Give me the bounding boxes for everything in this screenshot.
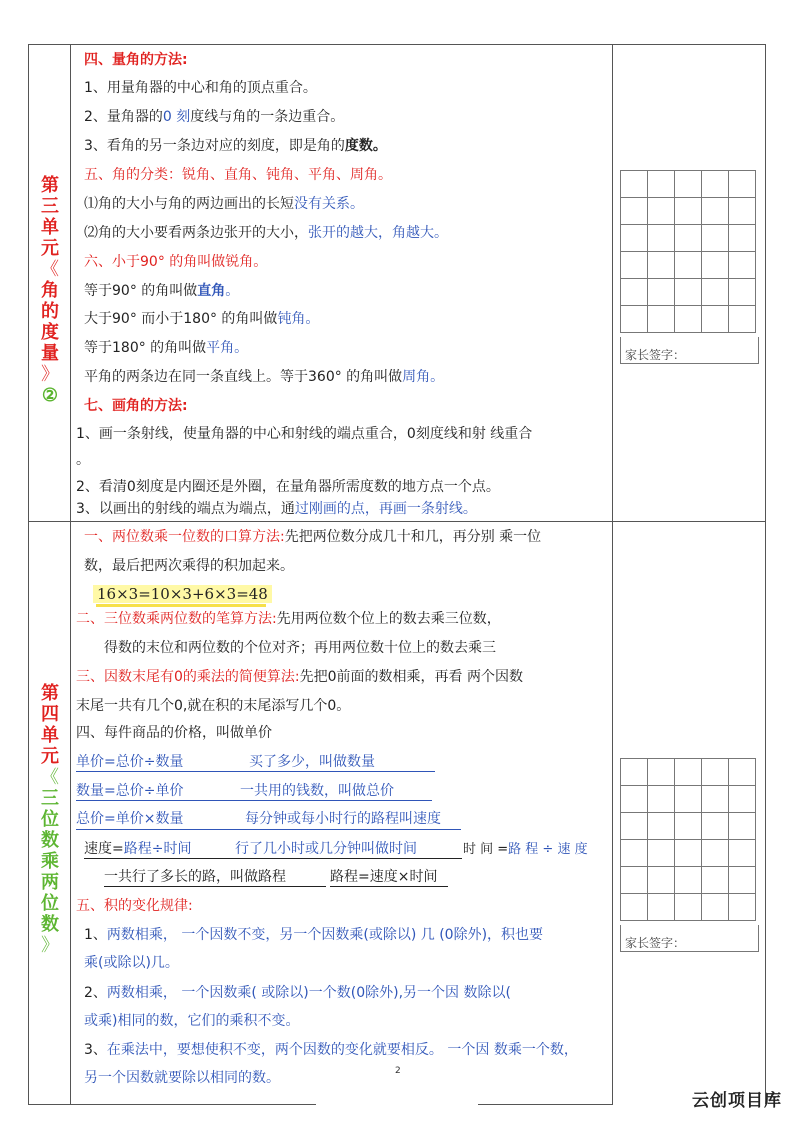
page-number: 2 bbox=[395, 1066, 401, 1076]
unit3-sub-char: 量 bbox=[41, 343, 59, 364]
text: 1、 bbox=[84, 927, 107, 943]
text: 度数。 bbox=[344, 138, 387, 154]
text: 在乘法中，要想使积不变，两个因数的变化就要相反。 一个因 数乘一个数， bbox=[106, 1042, 578, 1058]
def-speed: 每分钟或每小时行的路程叫速度 bbox=[245, 811, 441, 827]
unit4-sub-char: 数 bbox=[41, 914, 59, 935]
u4-s5-title: 五、积的变化规律: bbox=[76, 898, 193, 914]
text: 2、 bbox=[84, 985, 107, 1001]
text: 二、三位数乘两位数的笔算方法: bbox=[76, 611, 277, 627]
unit4-char: 第 bbox=[41, 683, 59, 704]
u4-s3-line2: 末尾一共有几个0,就在积的末尾添写几个0。 bbox=[76, 698, 351, 714]
u4-s5-1-line2: 乘(或除以)几。 bbox=[84, 955, 179, 971]
formula-quantity: 数量=总价÷单价 bbox=[76, 783, 184, 799]
unit4-sub-char: 数 bbox=[41, 830, 59, 851]
sec6-title: 六、小于90° 的角叫做锐角。 bbox=[84, 254, 268, 270]
text: 一、两位数乘一位数的口算方法: bbox=[84, 529, 285, 545]
text: 0 刻 bbox=[162, 109, 191, 125]
text: 钝角。 bbox=[277, 311, 320, 327]
text: 等于90° 的角叫做 bbox=[84, 283, 198, 299]
u4-s2-line1 bbox=[76, 609, 501, 629]
formula-total: 总价=单价×数量 bbox=[76, 811, 184, 827]
text: ⑴角的大小与角的两边画出的长短 bbox=[84, 196, 294, 212]
unit4-sub-char: 两 bbox=[41, 872, 59, 893]
sec7-title: 七、画角的方法: bbox=[84, 398, 188, 414]
unit3-sub-char: 角 bbox=[41, 280, 59, 301]
sec7-line3 bbox=[76, 499, 477, 519]
unit3-sub-char: 《 bbox=[41, 259, 59, 280]
text: 平角。 bbox=[206, 340, 249, 356]
formula-speed bbox=[84, 839, 191, 859]
sec4-line1: 1、用量角器的中心和角的顶点重合。 bbox=[84, 80, 317, 96]
text: 没有关系。 bbox=[294, 196, 364, 212]
unit4-sub-char: 三 bbox=[41, 788, 59, 809]
text: 。 bbox=[225, 283, 240, 299]
col-divider-1 bbox=[70, 44, 71, 1104]
text: 3、以画出的射线的端点为端点，通 bbox=[76, 501, 295, 517]
col-divider-right bbox=[765, 44, 766, 1104]
bottom-line-right bbox=[478, 1104, 613, 1105]
formula-distance: 路程=速度×时间 bbox=[330, 869, 438, 885]
text: 过刚画的点，再画一条射线。 bbox=[294, 501, 477, 517]
unit3-char: 单 bbox=[41, 217, 59, 238]
unit3-sub-char: 的 bbox=[41, 301, 59, 322]
unit3-stroke-grid bbox=[620, 170, 756, 333]
unit4-sub-char: 位 bbox=[41, 893, 59, 914]
text: 先把两位数分成几十和几，再分别 乘一位 bbox=[284, 529, 542, 545]
text: 先用两位数个位上的数去乘三位数， bbox=[276, 611, 501, 627]
text: 平角的两条边在同一条直线上。等于360° 的角叫做 bbox=[84, 369, 403, 385]
text: 直角 bbox=[197, 283, 226, 299]
text: ⑵角的大小要看两条边张开的大小， bbox=[84, 225, 308, 241]
text: 速度= bbox=[84, 841, 124, 857]
formula-unit-price: 单价=总价÷数量 bbox=[76, 754, 184, 770]
sec5-line1 bbox=[84, 194, 364, 214]
formula-highlight-bar bbox=[96, 604, 266, 607]
underline bbox=[84, 858, 462, 859]
text: 路程÷时间 bbox=[123, 841, 192, 857]
def-quantity: 买了多少，叫做数量 bbox=[249, 754, 375, 770]
underline bbox=[104, 886, 326, 887]
text: 大于90° 而小于180° 的角叫做 bbox=[84, 311, 278, 327]
unit4-sub-char: 》 bbox=[41, 935, 59, 956]
footer-brand: 云创项目库 bbox=[692, 1091, 782, 1111]
u4-s5-2-line1 bbox=[84, 983, 511, 1003]
unit3-label bbox=[32, 175, 68, 406]
unit3-sub-char: 》 bbox=[41, 364, 59, 385]
u4-s5-1-line1 bbox=[84, 925, 543, 945]
unit4-sub-char: 乘 bbox=[41, 851, 59, 872]
bottom-line-left bbox=[28, 1104, 316, 1105]
text: 两数相乘， 一个因数乘( 或除以)一个数(0除外),另一个因 数除以( bbox=[106, 985, 511, 1001]
sec6-line1 bbox=[84, 281, 239, 301]
u4-s4: 四、每件商品的价格，叫做单价 bbox=[76, 725, 272, 741]
u4-s1-line1 bbox=[84, 527, 541, 547]
underline bbox=[330, 886, 448, 887]
text: 2、量角器的 bbox=[84, 109, 163, 125]
unit3-char: 第 bbox=[41, 175, 59, 196]
sec4-line3 bbox=[84, 136, 387, 156]
underline bbox=[76, 829, 461, 830]
sec6-line3 bbox=[84, 338, 248, 358]
def-distance: 一共行了多长的路，叫做路程 bbox=[104, 869, 286, 885]
text: 3、看角的另一条边对应的刻度，即是角的 bbox=[84, 138, 345, 154]
text: 周角。 bbox=[402, 369, 445, 385]
unit4-signature-label: 家长签字： bbox=[625, 936, 686, 950]
unit4-char: 四 bbox=[41, 704, 59, 725]
example-formula: 16×3=10×3+6×3=48 bbox=[93, 585, 272, 603]
sec4-line2 bbox=[84, 107, 344, 127]
text: 张开的越大，角越大。 bbox=[308, 225, 448, 241]
unit4-sub-char: 《 bbox=[41, 767, 59, 788]
text: 三、因数末尾有0的乘法的简便算法: bbox=[76, 669, 300, 685]
formula-time bbox=[463, 840, 588, 860]
row-divider bbox=[28, 521, 765, 522]
sec7-line1: 1、画一条射线，使量角器的中心和射线的端点重合，0刻度线和射 线重合 bbox=[76, 426, 533, 442]
u4-s5-3-line2: 另一个因数就要除以相同的数。 bbox=[84, 1070, 280, 1086]
sec7-line2: 2、看清0刻度是内圈还是外圈，在量角器所需度数的地方点一个点。 bbox=[76, 479, 500, 495]
u4-s5-2-line2: 或乘)相同的数，它们的乘积不变。 bbox=[84, 1013, 300, 1029]
def-time: 行了几小时或几分钟叫做时间 bbox=[235, 841, 417, 857]
unit4-char: 元 bbox=[41, 746, 59, 767]
text: 度线与角的一条边重合。 bbox=[190, 109, 345, 125]
unit3-char: 元 bbox=[41, 238, 59, 259]
sec6-line4 bbox=[84, 367, 444, 387]
u4-s1-line2: 数，最后把两次乘得的积加起来。 bbox=[84, 558, 294, 574]
sec5-line2 bbox=[84, 223, 448, 243]
def-total: 一共用的钱数，叫做总价 bbox=[240, 783, 394, 799]
text: 3、 bbox=[84, 1042, 107, 1058]
unit4-char: 单 bbox=[41, 725, 59, 746]
sec7-line1-end: 。 bbox=[76, 452, 90, 468]
unit3-signature-label: 家长签字： bbox=[625, 348, 686, 362]
u4-s3-line1 bbox=[76, 667, 523, 687]
text: 先把0前面的数相乘，再看 两个因数 bbox=[299, 669, 523, 685]
underline bbox=[76, 800, 432, 801]
unit4-label bbox=[32, 683, 68, 956]
text: 等于180° 的角叫做 bbox=[84, 340, 207, 356]
u4-s2-line2: 得数的末位和两位数的个位对齐；再用两位数十位上的数去乘三 bbox=[104, 640, 496, 656]
u4-s5-3-line1 bbox=[84, 1040, 578, 1060]
unit3-suffix: ② bbox=[41, 385, 59, 406]
unit3-sub-char: 度 bbox=[41, 322, 59, 343]
unit3-char: 三 bbox=[41, 196, 59, 217]
col-divider-2 bbox=[612, 44, 613, 1104]
sec6-line2 bbox=[84, 309, 319, 329]
text: 两数相乘， 一个因数不变，另一个因数乘(或除以) 几 (0除外)，积也要 bbox=[106, 927, 544, 943]
sec4-title: 四、量角的方法: bbox=[84, 52, 188, 68]
text: 时 间 = bbox=[463, 842, 509, 857]
sec5-title: 五、角的分类：锐角、直角、钝角、平角、周角。 bbox=[84, 167, 392, 183]
unit4-stroke-grid bbox=[620, 758, 756, 921]
underline bbox=[76, 771, 435, 772]
text: 路 程 ÷ 速 度 bbox=[508, 842, 588, 857]
unit4-sub-char: 位 bbox=[41, 809, 59, 830]
